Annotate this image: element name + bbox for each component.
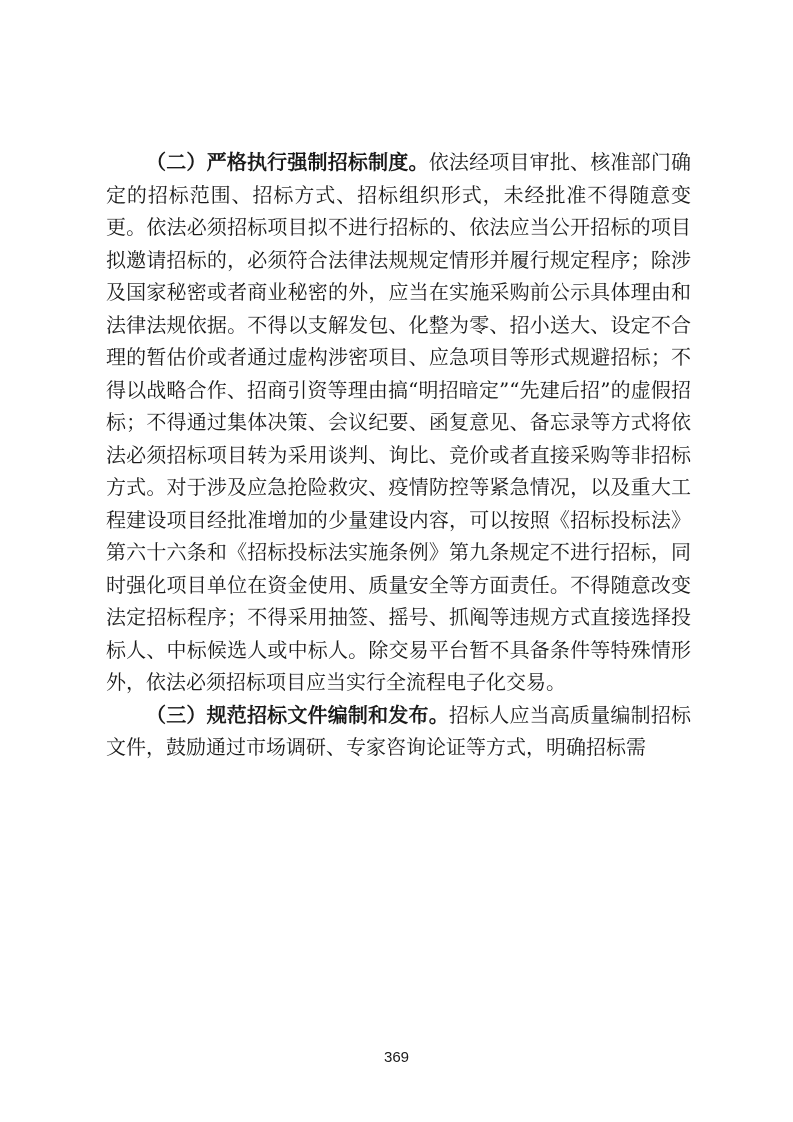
paragraph-2-body: 依法经项目审批、核准部门确定的招标范围、招标方式、招标组织形式，未经批准不得随意变更。依法必须招标项目拟不进行招标的、依法应当公开招标的项目拟邀请招标的，必须符合法律法规规定情形并履行规定程序；除涉及国家秘密或者商业秘密的外，应当在实施采购前公示具体理由和法律法规依据。不得以支解发包、化整为零、招小送大、设定不合理的暂估价或者通过虚构涉密项目、应急项目等形式规避招标；不得以战略合作、招商引资等理由搞“明招暗定”“先建后招”的虚假招标；不得通过集体决策、会议纪要、函复意见、备忘录等方式将依法必须招标项目转为采用谈判、询比、竞价或者直接采购等非招标方式。对于涉及应急抢险救灾、疫情防控等紧急情况，以及重大工程建设项目经批准增加的少量建设内容，可以按照《招标投标法》第六十六条和《招标投标法实施条例》第九条规定不进行招标，同时强化项目单位在资金使用、质量安全等方面责任。不得随意改变法定招标程序；不得采用抽签、摇号、抓阄等违规方式直接选择投标人、中标候选人或中标人。除交易平台暂不具备条件等特殊情形外，依法必须招标项目应当实行全流程电子化交易。: [106, 150, 692, 694]
paragraph-2-heading: （二）严格执行强制招标制度。: [146, 150, 429, 174]
paragraph-3-body: 招标人应当高质量编制招标文件，鼓励通过市场调研、专家咨询论证等方式，明确招标需: [106, 702, 692, 759]
page-number: 369: [383, 1049, 410, 1066]
paragraph-3-heading: （三）规范招标文件编制和发布。: [146, 702, 449, 727]
paragraph-2: [106, 146, 691, 699]
body-text: [106, 146, 691, 764]
paragraph-3: [106, 699, 691, 764]
